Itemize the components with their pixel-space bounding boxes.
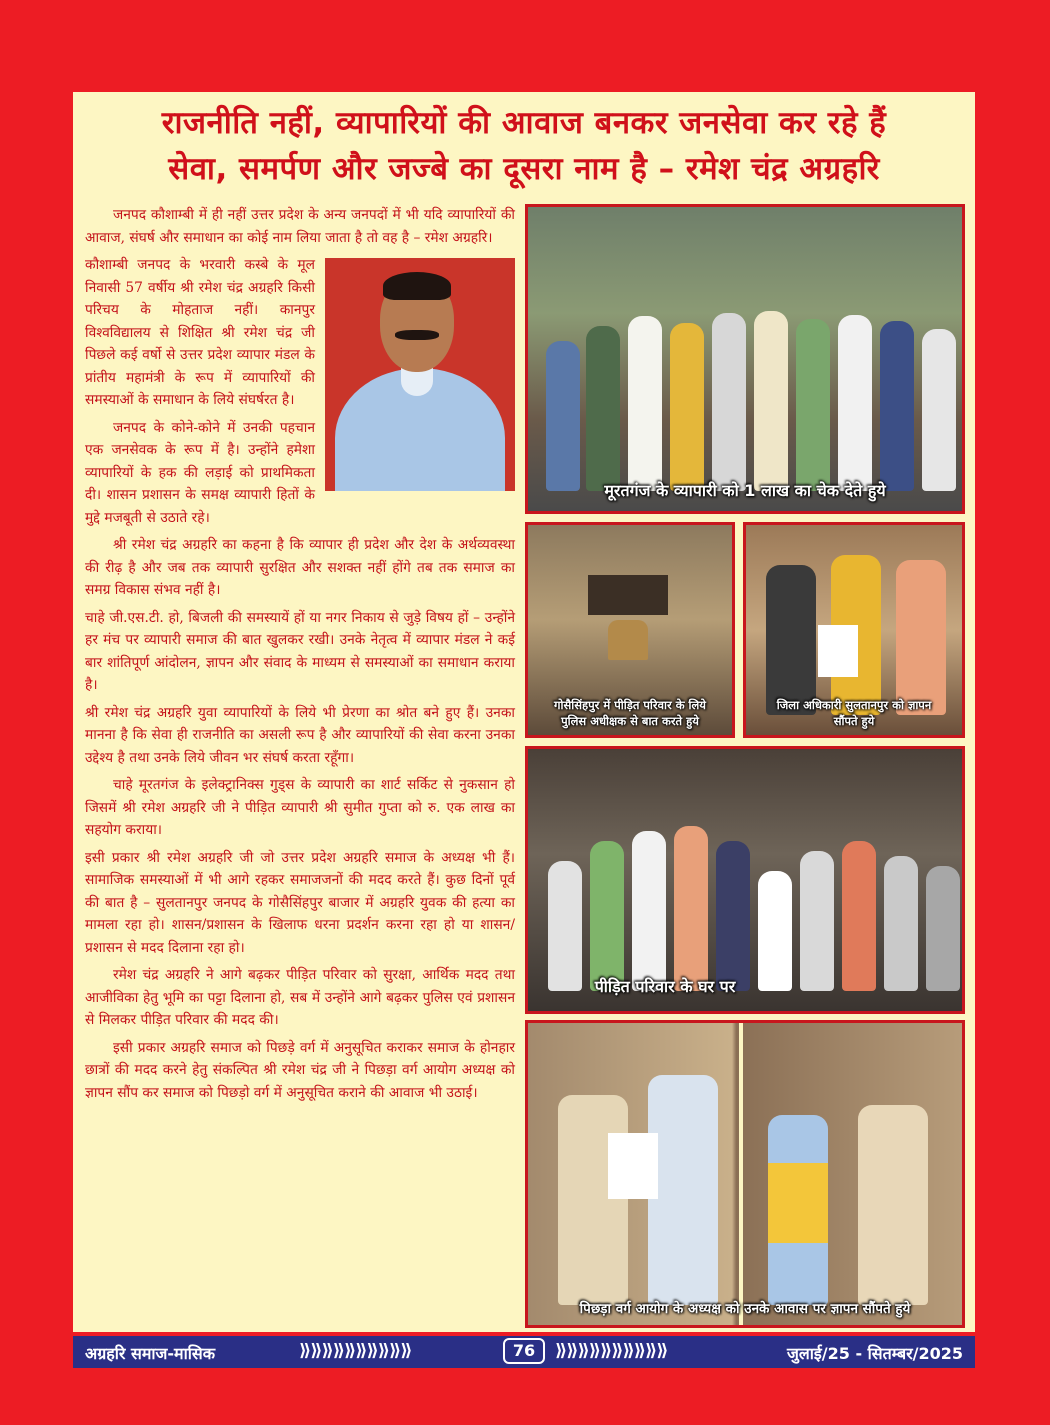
- magazine-page: [73, 92, 975, 1332]
- commission-meeting-photo: [525, 1020, 965, 1328]
- paragraph-6: श्री रमेश चंद्र अग्रहरि युवा व्यापारियों के लिये भी प्रेरणा का श्रोत बने हुए हैं। उनका मानना है कि सेवा ही राजनीति का असली रूप है और व्यापारियों की सेवा करना उनका उद्देश्य है तथा उनके लिये जीवन भर संघर्ष करता रहूँगा।: [85, 704, 515, 766]
- headline: [73, 100, 975, 192]
- police-caption: [528, 697, 732, 729]
- paragraph-2: [85, 254, 515, 412]
- issue-date: जुलाई/25 - सितम्बर/2025: [787, 1344, 963, 1363]
- paragraph-7: चाहे मूरतगंज के इलेक्ट्रानिक्स गुड्स के व्यापारी का शार्ट सर्किट से नुकसान हो जिसमें श्री रमेश अग्रहरि जी ने पीड़ित व्यापारी श्री सुमीत गुप्ता को रु. एक लाख का सहयोग कराया।: [85, 777, 515, 838]
- police-caption-line-1: गोसैसिंहपुर में पीड़ित परिवार के लिये: [554, 698, 706, 712]
- paragraph-4: श्री रमेश चंद्र अग्रहरि का कहना है कि व्यापार ही प्रदेश और देश के अर्थव्यवस्था की रीढ़ है और जब तक व्यापारी सुरक्षित और सशक्त नहीं होंगे तब तक समाज का समग्र विकास संभव नहीं है।: [85, 537, 515, 598]
- publication-name: अग्रहरि समाज-मासिक: [85, 1344, 216, 1363]
- police-caption-line-2: पुलिस अधीक्षक से बात करते हुये: [561, 714, 699, 728]
- page-number: 76: [503, 1338, 545, 1364]
- paragraph-1: जनपद कौशाम्बी में ही नहीं उत्तर प्रदेश के अन्य जनपदों में भी यदि व्यापारियों की आवाज, संघर्ष और समाधान का कोई नाम लिया जाता है तो वह है – रमेश अग्रहरि।: [85, 207, 515, 246]
- dm-memorandum-photo: [743, 522, 965, 738]
- victim-family-photo: [525, 746, 965, 1014]
- paragraph-5: चाहे जी.एस.टी. हो, बिजली की समस्यायें हों या नगर निकाय से जुड़े विषय हों – उन्होंने हर मंच पर व्यापारी समाज की बात खुलकर रखी। उनके नेतृत्व में व्यापार मंडल ने कई बार शांतिपूर्ण आंदोलन, ज्ञापन और संवाद के माध्यम से समस्याओं का समाधान कराया है।: [85, 609, 515, 693]
- dm-caption-line-2: सौंपते हुये: [833, 714, 875, 728]
- headline-line-1: राजनीति नहीं, व्यापारियों की आवाज बनकर जनसेवा कर रहे हैं: [161, 105, 887, 141]
- paragraph-9: रमेश चंद्र अग्रहरि ने आगे बढ़कर पीड़ित परिवार को सुरक्षा, आर्थिक मदद तथा आजीविका हेतु भूमि का पट्टा दिलाना हो, सब में उन्होंने आगे बढ़कर पुलिस एवं प्रशासन से मिलकर पीड़ित परिवार की मदद की।: [85, 967, 515, 1028]
- ornament-right: ⟫⟫⟫⟫⟫⟫⟫⟫⟫⟫: [555, 1341, 668, 1361]
- portrait-photo: [325, 258, 515, 491]
- headline-line-2: सेवा, समर्पण और जज्बे का दूसरा नाम है – रमेश चंद्र अग्रहरि: [168, 151, 880, 187]
- paragraph-2-text: कौशाम्बी जनपद के भरवारी कस्बे के मूल निवासी 57 वर्षीय श्री रमेश चंद्र अग्रहरि किसी परिचय के मोहताज नहीं। कानपुर विश्वविद्यालय से शिक्षित श्री रमेश चंद्र जी पिछले कई वर्षो से उत्तर प्रदेश व्यापार मंडल के प्रांतीय महामंत्री के रूप में व्यापारियों की समस्याओं के समाधान के लिये संघर्षरत है।: [85, 257, 315, 408]
- paragraph-8: इसी प्रकार श्री रमेश अग्रहरि जी जो उत्तर प्रदेश अग्रहरि समाज के अध्यक्ष भी हैं। सामाजिक समस्याओं में भी आगे रहकर समाजजनों की मदद करते हैं। कुछ दिनों पूर्व की बात है – सुलतानपुर जनपद के गोसैसिंहपुर बाजार में अग्रहरि युवक की हत्या का मामला रहा हो। शासन/प्रशासन के खिलाफ धरना प्रदर्शन करना रहा हो या शासन/प्रशासन से मदद दिलाना रहा हो।: [85, 849, 515, 956]
- paragraph-10: इसी प्रकार अग्रहरि समाज को पिछड़े वर्ग में अनुसूचित कराकर समाज के होनहार छात्रों की मदद करने हेतु संकल्पित श्री रमेश चंद्र जी ने पिछड़ा वर्ग आयोग अध्यक्ष को ज्ञापन सौंप कर समाज को पिछड़ो वर्ग में अनुसूचित कराने की आवाज भी उठाई।: [85, 1039, 515, 1101]
- ornament-left: ⟫⟫⟫⟫⟫⟫⟫⟫⟫⟫: [299, 1341, 412, 1361]
- cheque-handover-photo: [525, 204, 965, 514]
- article-body: [85, 204, 515, 1109]
- cheque-caption: मूरतगंज के व्यापारी को 1 लाख का चेक देते हुये: [604, 481, 886, 500]
- family-caption: पीड़ित परिवार के घर पर: [594, 977, 736, 996]
- dm-caption: [746, 697, 962, 729]
- page-footer: [73, 1336, 975, 1368]
- dm-caption-line-1: जिला अधिकारी सुलतानपुर को ज्ञापन: [776, 698, 932, 712]
- paragraph-3: जनपद के कोने-कोने में उनकी पहचान एक जनसेवक के रूप में है। उन्होंने हमेशा व्यापारियों के हक की लड़ाई को प्राथमिकता दी। शासन प्रशासन के समक्ष व्यापारी हितों के मुद्दे मजबूती से उठाते रहे।: [85, 419, 315, 526]
- police-meeting-photo: [525, 522, 735, 738]
- commission-caption: पिछड़ा वर्ग आयोग के अध्यक्ष को उनके आवास पर ज्ञापन सौंपते हुये: [579, 1301, 911, 1317]
